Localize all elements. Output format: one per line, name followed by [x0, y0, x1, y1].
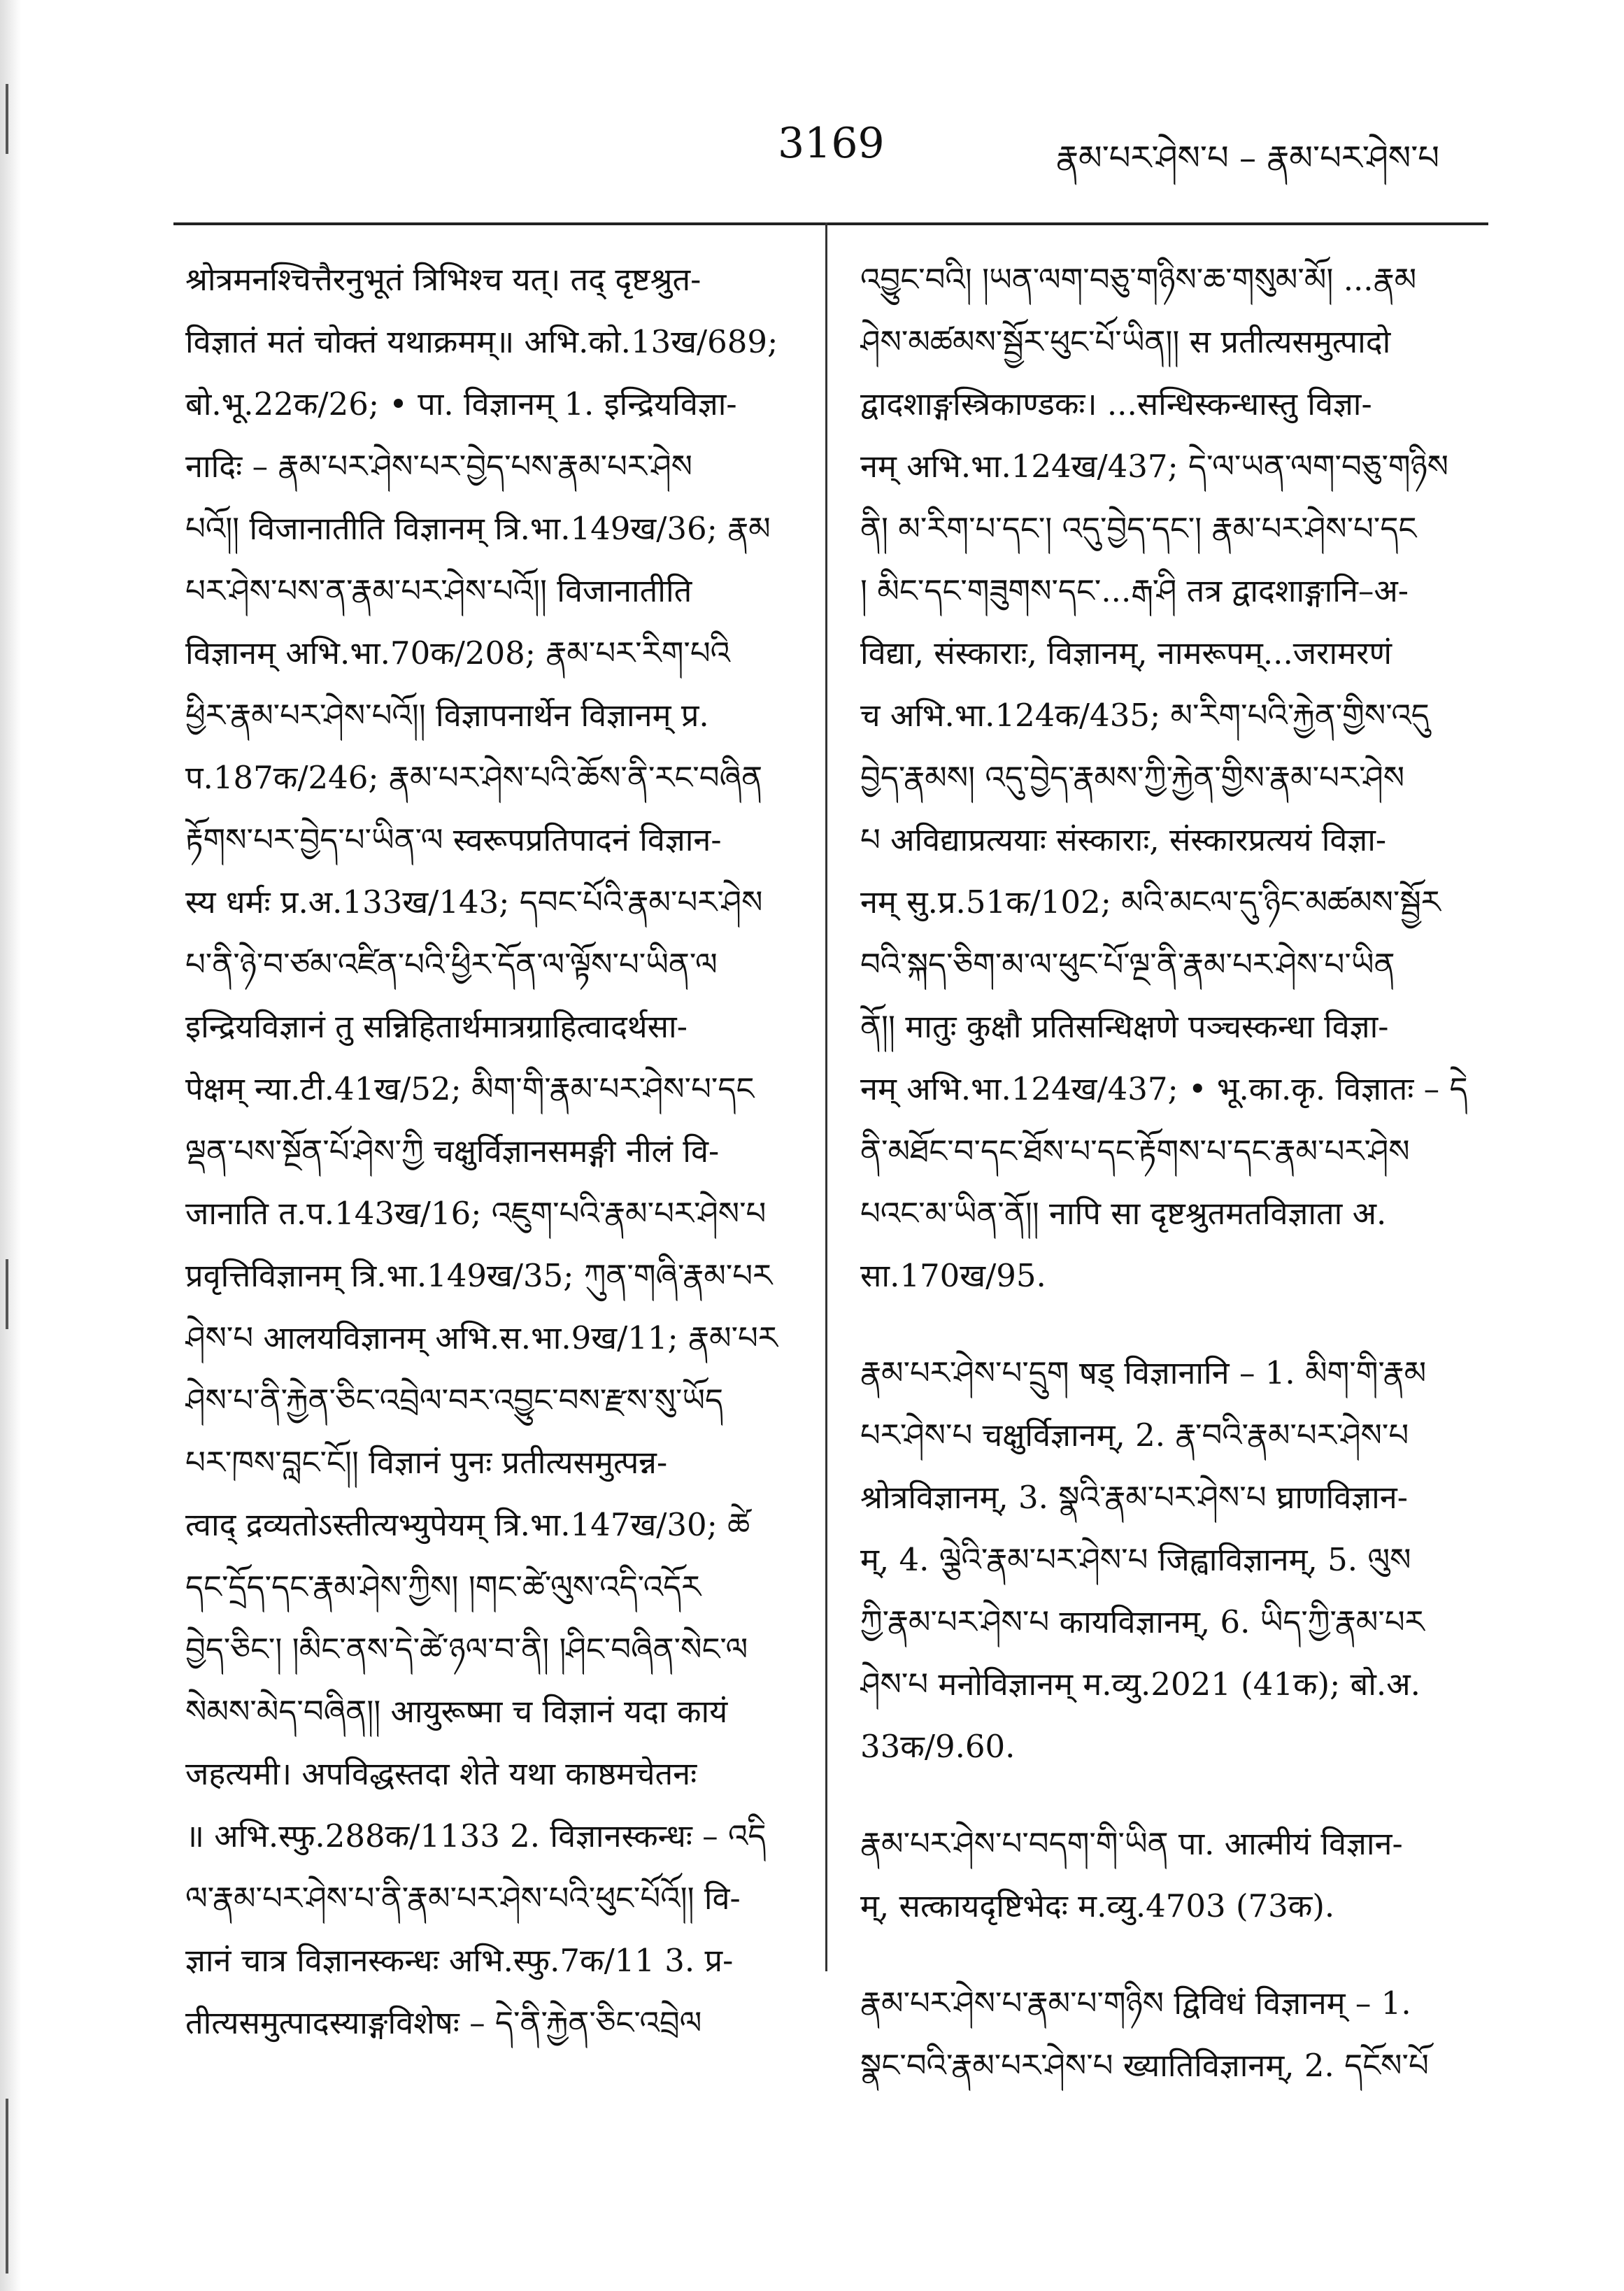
entry-block: [860, 1972, 1476, 2097]
text-line: ནི། མ་རིག་པ་དང་། འདུ་བྱེད་དང་། རྣམ་པར་ཤེས་པ་དང: [860, 510, 1417, 547]
text-line: नम् सु.प्र.51क/102; མའི་མངལ་དུ་ཉིང་མཚམས་སྦྱོར: [860, 884, 1441, 921]
text-line: པ་ནི་ཉེ་བ་ཙམ་འཛིན་པའི་ཕྱིར་དོན་ལ་ལྟོས་པ་ཡིན་ལ: [185, 946, 718, 983]
entry-gap: [860, 1778, 1476, 1813]
text-line: ज्ञानं चात्र विज्ञानस्कन्धः अभि.स्फु.7क/11 3. प्र-: [185, 1942, 734, 1979]
header-rule: [173, 222, 1488, 225]
text-line: त्वाद् द्रव्यतोऽस्तीत्यभ्युपेयम् त्रि.भा.147ख/30; ཚེ: [185, 1506, 750, 1543]
text-line: དང་དྲོད་དང་རྣམ་ཤེས་ཀྱིས། །གང་ཚེ་ལུས་འདི་འདོར: [185, 1568, 701, 1605]
text-line: ॥ अभि.स्फु.288क/1133 2. विज्ञानस्कन्धः – འདི: [185, 1817, 767, 1854]
entry-gap: [860, 1937, 1476, 1972]
entry-block: [860, 1813, 1476, 1937]
entry-block: [860, 248, 1476, 1307]
scan-mark: [6, 1259, 8, 1329]
text-line: म्, सत्कायदृष्टिभेदः म.व्यु.4703 (73क).: [860, 1887, 1335, 1924]
text-line: श्रोत्रविज्ञानम्, 3. སྣའི་རྣམ་པར་ཤེས་པ घ्राणविज्ञान-: [860, 1479, 1408, 1516]
text-line: सा.170ख/95.: [860, 1257, 1046, 1294]
text-line: རྟོགས་པར་བྱེད་པ་ཡིན་ལ स्वरूपप्रतिपादनं विज्ञान-: [185, 821, 722, 858]
text-line: ཤེས་མཚམས་སྦྱོར་ཕུང་པོ་ཡིན།། स प्रतीत्यसमुत्पादो: [860, 323, 1391, 360]
text-line: जहत्यमी। अपविद्धस्तदा शेते यथा काष्ठमचेतनः: [185, 1755, 697, 1792]
text-line: प.187क/246; རྣམ་པར་ཤེས་པའི་ཆོས་ནི་རང་བཞིན: [185, 759, 763, 796]
text-line: ཀྱི་རྣམ་པར་ཤེས་པ कायविज्ञानम्, 6. ཡིད་ཀྱི་རྣམ་པར: [860, 1603, 1425, 1640]
right-column: [860, 248, 1476, 2097]
text-line: इन्द्रियविज्ञानं तु सन्निहितार्थमात्रग्राहित्वादर्थसा-: [185, 1008, 688, 1045]
text-line: च अभि.भा.124क/435; མ་རིག་པའི་རྐྱེན་གྱིས་འདུ: [860, 697, 1430, 734]
entry-block: [860, 1342, 1476, 1778]
column-divider: [825, 222, 827, 1971]
scan-mark: [6, 2099, 8, 2274]
text-line: པར་ཤེས་པས་ན་རྣམ་པར་ཤེས་པའོ།། विजानातीति: [185, 572, 692, 609]
text-line: प्रवृत्तिविज्ञानम् त्रि.भा.149ख/35; ཀུན་གཞི་རྣམ་པར: [185, 1257, 773, 1294]
entry-gap: [860, 1307, 1476, 1342]
text-line: བའི་སྐད་ཅིག་མ་ལ་ཕུང་པོ་ལྔ་ནི་རྣམ་པར་ཤེས་པ་ཡིན: [860, 946, 1395, 983]
text-line: 33क/9.60.: [860, 1728, 1016, 1765]
page-number: 3169: [778, 119, 885, 168]
text-line: སེམས་མེད་བཞིན།། आयुरूष्मा च विज्ञानं यदा कायं: [185, 1693, 728, 1730]
text-line: འབྱུང་བའི། །ཡན་ལག་བཅུ་གཉིས་ཆ་གསུམ་མོ། ...རྣམ: [860, 261, 1417, 298]
text-line: श्रोत्रमनश्चित्तैरनुभूतं त्रिभिश्च यत्। तद् दृष्टश्रुत-: [185, 261, 701, 298]
text-line: ཤེས་པ मनोविज्ञानम् म.व्यु.2021 (41क); बो.अ.: [860, 1666, 1420, 1703]
text-line: ཕྱིར་རྣམ་པར་ཤེས་པའོ།། विज्ञापनार्थेन विज्ञानम् प्र.: [185, 697, 709, 734]
text-line: སྣང་བའི་རྣམ་པར་ཤེས་པ ख्यातिविज्ञानम्, 2. དངོས་པོ: [860, 2047, 1429, 2084]
text-line: རྣམ་པར་ཤེས་པ་བདག་གི་ཡིན पा. आत्मीयं विज्ञान-: [860, 1825, 1403, 1862]
text-line: ། མིང་དང་གཟུགས་དང་...རྒ་ཤི तत्र द्वादशाङ्गानि–अ-: [860, 572, 1409, 609]
text-line: नम् अभि.भा.124ख/437; • भू.का.कृ. विज्ञातः – དེ: [860, 1070, 1468, 1107]
text-line: नादिः – རྣམ་པར་ཤེས་པར་བྱེད་པས་རྣམ་པར་ཤེས: [185, 448, 693, 485]
text-line: རྣམ་པར་ཤེས་པ་རྣམ་པ་གཉིས द्विविधं विज्ञानम् – 1.: [860, 1985, 1411, 2022]
text-line: द्वादशाङ्गस्त्रिकाण्डकः। ...सन्धिस्कन्धास्तु विज्ञा-: [860, 385, 1372, 423]
text-line: ཤེས་པ आलयविज्ञानम् अभि.स.भा.9ख/11; རྣམ་པར: [185, 1319, 778, 1356]
text-line: ལྡན་པས་སྔོན་པོ་ཤེས་ཀྱི चक्षुर्विज्ञानसमङ्गी नीलं वि-: [185, 1133, 720, 1170]
text-line: ནི་མཐོང་བ་དང་ཐོས་པ་དང་རྟོགས་པ་དང་རྣམ་པར་ཤེས: [860, 1133, 1410, 1170]
text-line: बो.भू.22क/26; • पा. विज्ञानम् 1. इन्द्रियविज्ञा-: [185, 385, 737, 423]
text-line: ནོ།། मातुः कुक्षौ प्रतिसन्धिक्षणे पञ्चस्कन्धा विज्ञा-: [860, 1008, 1389, 1045]
text-line: པར་ཁས་བླང་ངོ།། विज्ञानं पुनः प्रतीत्यसमुत्पन्न-: [185, 1444, 668, 1481]
text-line: तीत्यसमुत्पादस्याङ्गविशेषः – དེ་ནི་རྐྱེན་ཅིང་འབྲེལ: [185, 2004, 702, 2041]
text-line: པར་ཤེས་པ चक्षुर्विज्ञानम्, 2. རྣ་བའི་རྣམ་པར་ཤེས་པ: [860, 1417, 1409, 1454]
text-line: पेक्षम् न्या.टी.41ख/52; མིག་གི་རྣམ་པར་ཤེས་པ་དང: [185, 1070, 755, 1107]
text-line: ཤེས་པ་ནི་རྐྱེན་ཅིང་འབྲེལ་བར་འབྱུང་བས་རྫས་སུ་ཡོད: [185, 1382, 724, 1419]
left-column: [185, 248, 801, 2054]
text-line: བྱེད་རྣམས། འདུ་བྱེད་རྣམས་ཀྱི་རྐྱེན་གྱིས་རྣམ་པར་ཤེས: [860, 759, 1405, 796]
text-line: རྣམ་པར་ཤེས་པ་དྲུག षड् विज्ञानानि – 1. མིག་གི་རྣམ: [860, 1354, 1427, 1391]
text-line: པ अविद्याप्रत्ययाः संस्काराः, संस्कारप्रत्ययं विज्ञा-: [860, 821, 1387, 858]
text-line: विज्ञातं मतं चोक्तं यथाक्रमम्॥ अभि.को.13ख/689;: [185, 323, 778, 360]
text-line: ལ་རྣམ་པར་ཤེས་པ་ནི་རྣམ་པར་ཤེས་པའི་ཕུང་པོའོ།། वि-: [185, 1880, 741, 1917]
text-line: स्य धर्मः प्र.अ.133ख/143; དབང་པོའི་རྣམ་པར་ཤེས: [185, 884, 763, 921]
scan-edge: [0, 0, 21, 2291]
text-line: विज्ञानम् अभि.भा.70क/208; རྣམ་པར་རིག་པའི: [185, 634, 731, 672]
text-line: པའོ།། विजानातीति विज्ञानम् त्रि.भा.149ख/36; རྣམ: [185, 510, 771, 547]
scan-mark: [6, 84, 8, 154]
text-line: བྱེད་ཅིང་། །མིང་ནས་དེ་ཚེ་ཉལ་བ་ནི། །ཤིང་བཞིན་སེང་ལ: [185, 1631, 748, 1668]
running-head: རྣམ་པར་ཤེས་པ – རྣམ་པར་ཤེས་པ: [1056, 139, 1440, 178]
text-line: विद्या, संस्काराः, विज्ञानम्, नामरूपम्...जरामरणं: [860, 634, 1392, 672]
text-line: जानाति त.प.143ख/16; འཇུག་པའི་རྣམ་པར་ཤེས་པ: [185, 1195, 767, 1232]
text-line: म्, 4. ལྕེའི་རྣམ་པར་ཤེས་པ जिह्वाविज्ञानम्, 5. ལུས: [860, 1541, 1411, 1578]
text-line: नम् अभि.भा.124ख/437; དེ་ལ་ཡན་ལག་བཅུ་གཉིས: [860, 448, 1449, 485]
text-line: པའང་མ་ཡིན་ནོ།། नापि सा दृष्टश्रुतमतविज्ञाता अ.: [860, 1195, 1387, 1232]
